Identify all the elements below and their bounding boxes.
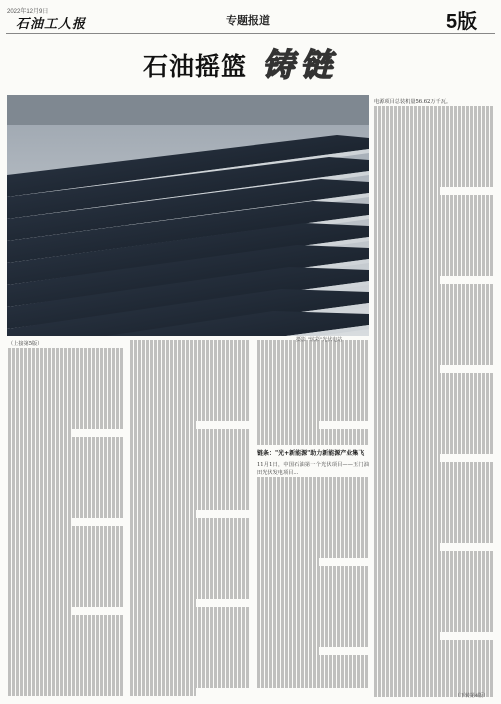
text-line [130,518,250,526]
text-line [257,356,369,364]
paragraph-lead: 电源项目总装机量56.62万千瓦。 [374,99,452,105]
text-line [130,575,250,583]
text-line [374,664,494,672]
text-line [374,138,494,146]
paragraph-lead: 11月1日，中国石油第一个光伏项目——玉门油田光伏发电项目... [257,462,369,477]
headline-main: 铸链 [262,46,339,84]
text-line [130,372,250,380]
text-line [374,146,494,154]
text-line [257,493,369,501]
text-line [257,510,369,518]
photo-caption: 摄影 "炫彩"光伏电站 [296,337,343,343]
text-line [374,195,494,203]
text-line [374,551,494,559]
text-line [374,316,494,324]
text-line [374,179,494,187]
solar-panel-rows-graphic [7,95,369,336]
text-line [130,526,250,534]
text-line [374,300,494,308]
text-line [257,397,369,405]
text-line [257,518,369,526]
text-line [8,413,123,421]
text-line [374,219,494,227]
text-line [130,680,250,688]
text-line [130,559,250,567]
text-line [374,341,494,349]
text-line [257,526,369,534]
text-line [8,518,71,526]
text-line [257,502,369,510]
text-line [130,502,250,510]
text-line [374,673,494,681]
text-line [374,575,494,583]
text-line [130,364,250,372]
text-line [257,485,369,493]
text-line [374,211,494,219]
text-line [257,591,369,599]
text-line [374,292,494,300]
text-line [8,672,123,680]
text-line [374,373,494,381]
text-line [8,583,123,591]
article-column-4 [374,98,494,700]
text-line [257,615,369,623]
text-line [130,599,196,607]
text-line [374,106,494,114]
text-line [374,535,494,543]
text-line [8,688,123,696]
text-line [257,542,369,550]
text-line [8,550,123,558]
text-line [374,187,440,195]
text-line [374,227,494,235]
text-line [257,566,369,574]
text-line [8,615,123,623]
text-line [130,615,250,623]
text-line [257,671,369,679]
text-line [374,656,494,664]
headline-prefix: 石油摇篮 [143,52,248,81]
text-line [257,429,369,437]
text-line [257,558,319,566]
text-line [374,333,494,341]
text-line [374,616,494,624]
text-line [130,389,250,397]
text-line [374,422,494,430]
text-line [374,438,494,446]
text-line [8,542,123,550]
text-line [8,494,123,502]
text-line [8,639,123,647]
text-line [130,656,250,664]
text-line [8,437,123,445]
text-line [8,364,123,372]
text-line [374,114,494,122]
body-text-lines [257,340,369,445]
text-line [8,502,123,510]
text-line [130,413,250,421]
text-line [130,486,250,494]
text-line [374,414,494,422]
text-line [374,276,440,284]
text-line [374,122,494,130]
text-line [8,656,123,664]
text-line [257,421,319,429]
text-line [257,623,369,631]
page-number: 5版 [446,11,478,33]
text-line [8,397,123,405]
text-line [374,495,494,503]
text-line [130,397,250,405]
text-line [257,348,369,356]
text-line [257,574,369,582]
text-line [130,380,250,388]
text-line [257,607,369,615]
text-line [374,486,494,494]
text-line [257,372,369,380]
text-line [130,583,250,591]
text-line [374,268,494,276]
text-line [374,357,494,365]
text-line [374,681,494,689]
text-line [130,437,250,445]
text-line [257,389,369,397]
text-line [374,381,494,389]
text-line [257,413,369,421]
text-line [374,308,494,316]
text-line [8,631,123,639]
text-line [8,664,123,672]
text-line [374,244,494,252]
text-line [374,155,494,163]
text-line [374,478,494,486]
section-title: 专题报道 [226,15,270,27]
text-line [374,592,494,600]
continued-note: （下转第4版） [455,693,489,699]
text-line [8,607,71,615]
text-line [8,486,123,494]
text-line [8,575,123,583]
text-line [374,389,494,397]
text-line [374,260,494,268]
text-line [8,510,123,518]
body-text-lines [257,477,369,687]
text-line [130,623,250,631]
text-line [130,348,250,356]
article-column-1 [8,340,123,700]
text-line [8,388,123,396]
text-line [8,348,123,356]
text-line [374,624,494,632]
text-line [374,503,494,511]
text-line [8,478,123,486]
text-line [257,599,369,607]
text-line [8,558,123,566]
text-line [374,543,440,551]
text-line [130,494,250,502]
text-line [8,526,123,534]
text-line [374,405,494,413]
text-line [374,349,494,357]
text-line [374,527,494,535]
text-line [8,534,123,542]
text-line [8,461,123,469]
text-line [374,608,494,616]
text-line [257,534,369,542]
text-line [374,365,440,373]
text-line [130,648,250,656]
text-line [374,163,494,171]
newspaper-masthead: 石油工人报 [16,17,87,32]
text-line [374,252,494,260]
body-text-lines [374,106,494,697]
text-line [8,445,123,453]
text-line [374,632,440,640]
continuation-note: （上接第5版） [8,341,43,347]
text-line [257,663,369,671]
text-line [8,623,123,631]
text-line [130,421,196,429]
text-line [8,469,123,477]
text-line [130,478,250,486]
text-line [8,429,71,437]
text-line [374,600,494,608]
text-line [374,640,494,648]
text-line [130,688,196,696]
text-line [374,567,494,575]
text-line [130,470,250,478]
text-line [374,397,494,405]
text-line [257,582,369,590]
text-line [374,446,494,454]
text-line [8,372,123,380]
text-line [8,356,123,364]
text-line [257,639,369,647]
text-line [257,405,369,413]
text-line [257,477,369,485]
text-line [130,340,250,348]
text-line [374,648,494,656]
text-line [8,453,123,461]
body-text-lines [8,348,123,696]
text-line [8,380,123,388]
text-line [130,607,250,615]
text-line [374,470,494,478]
article-column-3 [257,340,369,700]
text-line [257,680,369,688]
text-line [130,639,250,647]
text-line [257,647,319,655]
body-text-lines [130,340,250,696]
text-line [374,454,440,462]
text-line [130,542,250,550]
header-rule [6,33,495,34]
text-line [130,664,250,672]
text-line [130,429,250,437]
text-line [8,647,123,655]
text-line [374,462,494,470]
text-line [130,550,250,558]
text-line [374,203,494,211]
text-line [257,340,369,348]
text-line [8,421,123,429]
text-line [374,325,494,333]
text-line [130,534,250,542]
text-line [130,567,250,575]
text-line [8,599,123,607]
text-line [8,405,123,413]
text-line [130,510,196,518]
issue-date: 2022年12月9日 [7,9,49,15]
text-line [130,672,250,680]
text-line [8,680,123,688]
text-line [374,130,494,138]
text-line [130,356,250,364]
solar-farm-photo [7,95,369,336]
text-line [130,453,250,461]
text-line [130,631,250,639]
text-line [257,380,369,388]
text-line [130,405,250,413]
text-line [257,631,369,639]
text-line [8,591,123,599]
section-subhead: 链条："光+新能源"助力新能源产业集飞 [257,450,365,458]
text-line [374,171,494,179]
text-line [374,236,494,244]
text-line [374,584,494,592]
text-line [374,511,494,519]
text-line [257,655,369,663]
text-line [257,364,369,372]
text-line [374,519,494,527]
text-line [130,461,250,469]
text-line [130,445,250,453]
text-line [130,591,250,599]
text-line [257,550,369,558]
text-line [374,430,494,438]
text-line [257,437,369,445]
text-line [374,284,494,292]
article-column-2 [130,340,250,700]
text-line [8,567,123,575]
text-line [374,559,494,567]
